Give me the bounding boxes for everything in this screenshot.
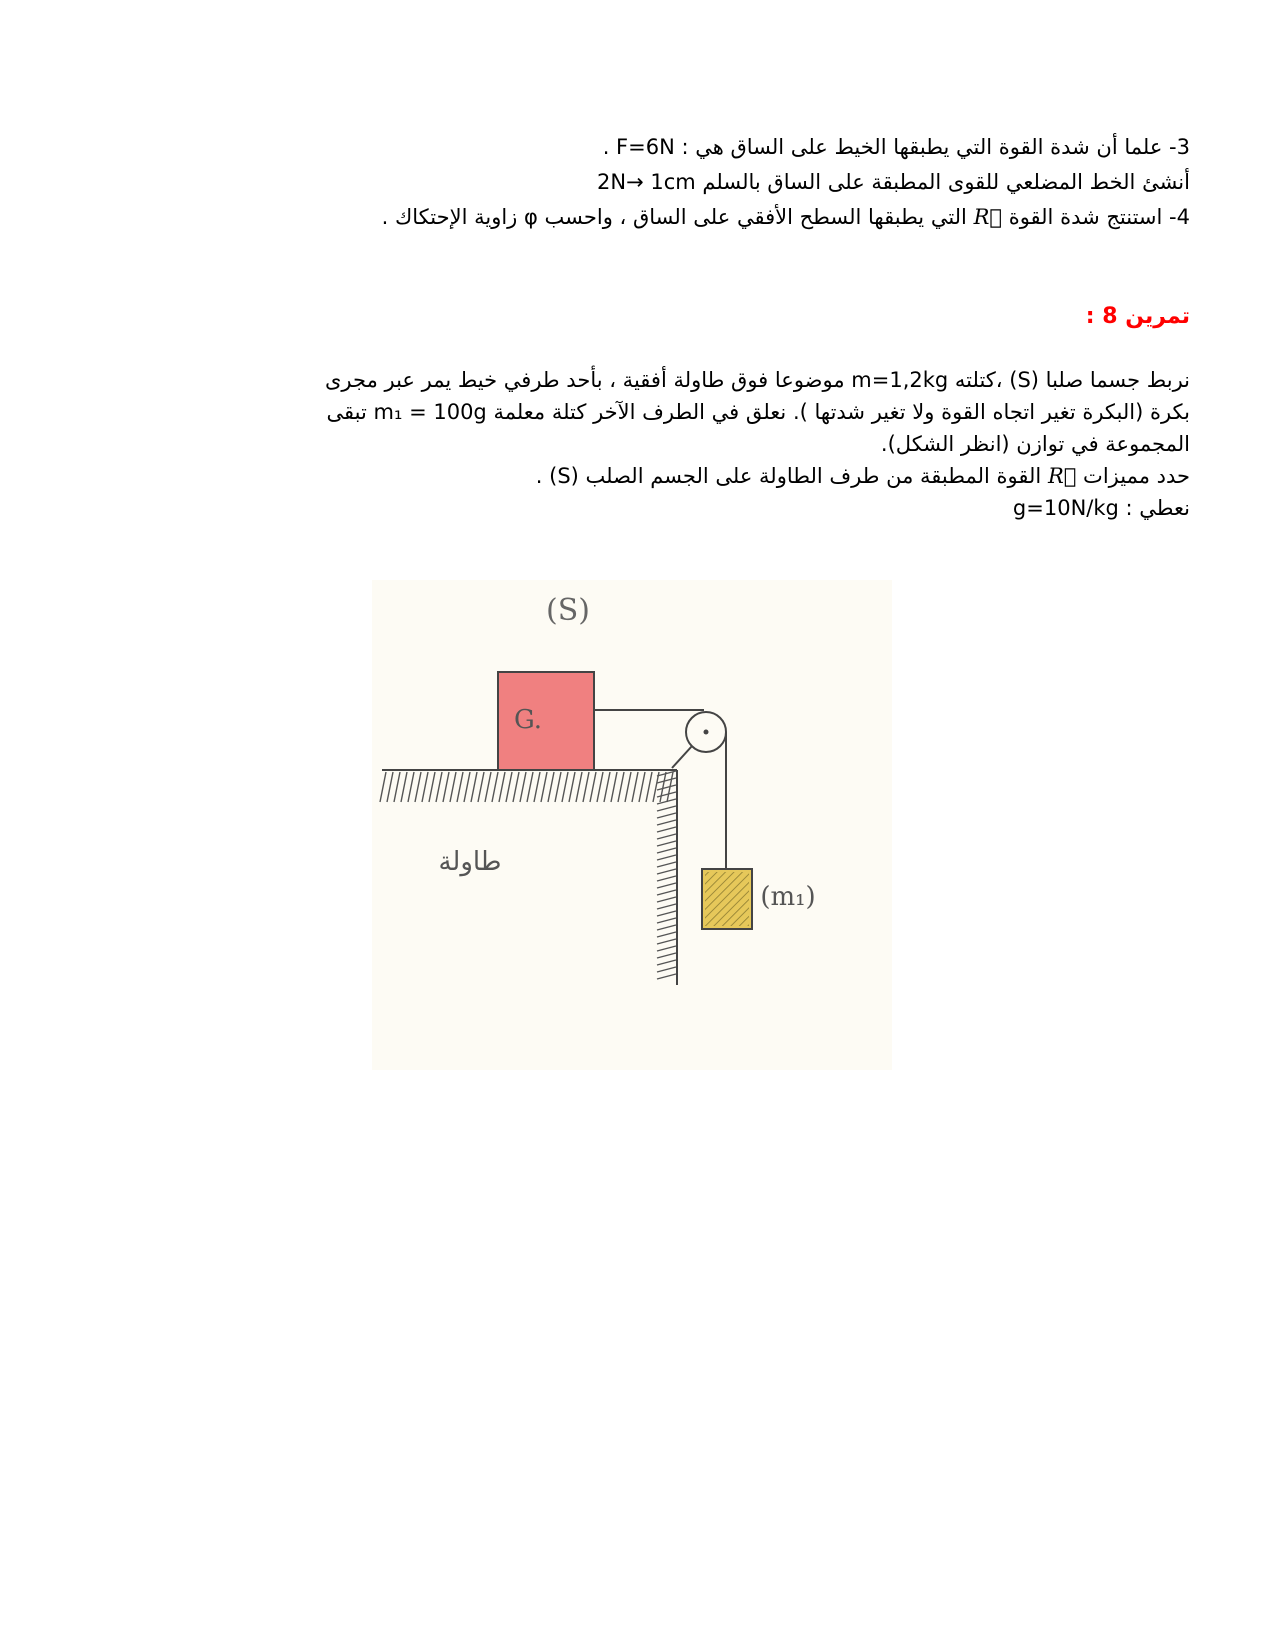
figure-background: [372, 580, 892, 1070]
previous-exercise-questions: [118, 130, 1190, 235]
question-4-part-2: التي يطبقها السطح الأفقي على الساق ، واحسب φ زاوية الإحتكاك .: [381, 205, 967, 229]
question-3-line-2: أنشئ الخط المضلعي للقوى المطبقة على الساق بالسلم 2N→ 1cm: [597, 170, 1190, 194]
exercise-8-statement: [118, 364, 1190, 524]
question-4: [118, 200, 1190, 235]
solid-label: (S): [546, 593, 590, 628]
statement-line-4: [118, 460, 1190, 492]
statement-line-2: بكرة (البكرة تغير اتجاه القوة ولا تغير شدتها ). نعلق في الطرف الآخر كتلة معلمة m₁ = 100g تبقى: [326, 400, 1190, 424]
question-4-part-1: 4- استنتج شدة القوة: [1008, 205, 1190, 229]
pulley-diagram: [372, 580, 892, 1070]
pulley-axle: [704, 730, 709, 735]
hanging-mass-label: (m₁): [760, 882, 816, 912]
hanging-mass-hatching: [705, 872, 749, 926]
vector-r-symbol: R⃗: [973, 205, 1002, 229]
statement-line-5: نعطي : g=10N/kg: [1012, 496, 1190, 520]
pulley-system-figure: [372, 580, 892, 1070]
statement-line-4-part-1: حدد مميزات: [1083, 464, 1190, 488]
exercise-title: تمرين 8 :: [1085, 304, 1190, 329]
question-3-line-1: 3- علما أن شدة القوة التي يطبقها الخيط على الساق هي : F=6N .: [602, 135, 1190, 159]
statement-line-4-part-2: القوة المطبقة من طرف الطاولة على الجسم الصلب (S) .: [535, 464, 1042, 488]
center-of-mass-label: G.: [513, 705, 543, 735]
table-label: طاولة: [438, 847, 502, 877]
statement-line-1: نربط جسما صلبا (S) ،كتلته m=1,2kg موضوعا فوق طاولة أفقية ، بأحد طرفي خيط يمر عبر مجرى: [324, 368, 1190, 392]
vector-r-symbol: R⃗: [1047, 464, 1077, 488]
solid-block: [498, 672, 594, 770]
statement-line-3: المجموعة في توازن (انظر الشكل).: [880, 432, 1190, 456]
